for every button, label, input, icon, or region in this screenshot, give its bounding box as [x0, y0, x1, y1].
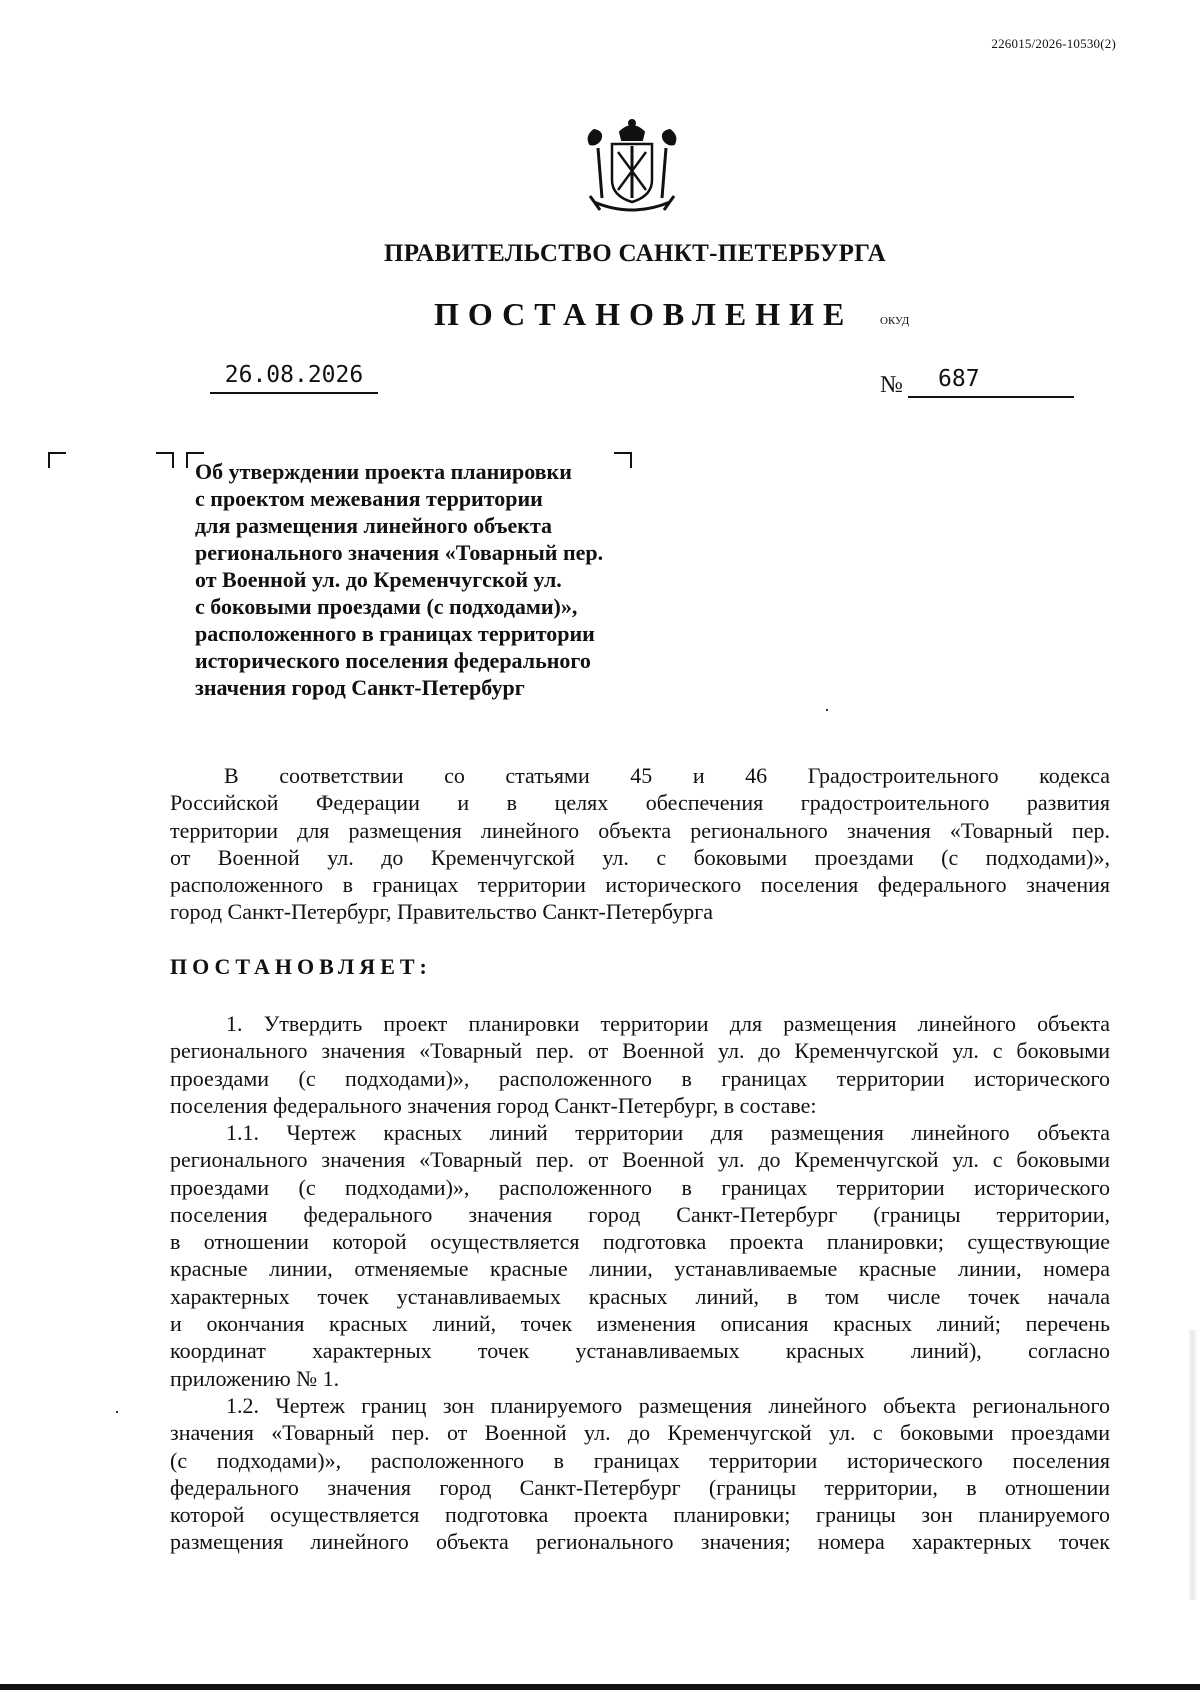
item-1-1-line: координат характерных точек устанавливаемых красных линий), согласно	[170, 1338, 1110, 1364]
item-1-1-line: красные линии, отменяемые красные линии, устанавливаемые красные линии, номера	[170, 1256, 1110, 1282]
preamble-line: расположенного в границах территории исторического поселения федерального значения	[170, 872, 1110, 898]
item-1-line: поселения федерального значения город Санкт-Петербург, в составе:	[170, 1092, 817, 1118]
item-1-1-line: регионального значения «Товарный пер. от Военной ул. до Кременчугской ул. с боковыми	[170, 1147, 1110, 1173]
document-number: 687	[908, 366, 1074, 398]
item-1-2-line: значения «Товарный пер. от Военной ул. до Кременчугской ул. с боковыми проездами	[170, 1420, 1110, 1446]
item-1-line: 1. Утвердить проект планировки территории для размещения линейного объекта	[226, 1011, 1110, 1036]
item-1-2-line: 1.2. Чертеж границ зон планируемого размещения линейного объекта регионального	[226, 1393, 1110, 1418]
document-subject	[195, 458, 655, 701]
item-1-1-line: проездами (с подходами)», расположенного в границах территории исторического	[170, 1174, 1110, 1200]
subject-line: исторического поселения федерального	[195, 648, 591, 673]
preamble-line: В соответствии со статьями 45 и 46 Градостроительного кодекса	[224, 763, 1110, 788]
margin-corner-mark	[48, 452, 66, 468]
scan-speck	[826, 709, 828, 711]
item-1-2-line: размещения линейного объекта регионального значения; номера характерных точек	[170, 1529, 1110, 1555]
subject-bracket-top-left	[156, 452, 174, 468]
okud-label: ОКУД	[880, 315, 910, 327]
scan-edge-shadow	[1188, 1330, 1198, 1600]
st-petersburg-coat-of-arms-icon	[576, 118, 688, 216]
item-1-2-line: федерального значения город Санкт-Петербург (границы территории, в отношении	[170, 1474, 1110, 1500]
subject-line: значения город Санкт-Петербург	[195, 675, 525, 700]
item-1-1-line: приложению № 1.	[170, 1365, 340, 1391]
preamble-line: от Военной ул. до Кременчугской ул. с боковыми проездами (с подходами)»,	[170, 844, 1110, 870]
item-1-1-line: в отношении которой осуществляется подготовка проекта планировки; существующие	[170, 1229, 1110, 1255]
item-1-2-paragraph	[170, 1392, 1110, 1556]
organization-name: ПРАВИТЕЛЬСТВО САНКТ-ПЕТЕРБУРГА	[383, 240, 887, 267]
item-1-paragraph	[170, 1010, 1110, 1119]
item-1-1-line: поселения федерального значения город Санкт-Петербург (границы территории,	[170, 1201, 1110, 1227]
preamble-line: Российской Федерации и в целях обеспечения градостроительного развития	[170, 790, 1110, 816]
subject-line: с проектом межевания территории	[195, 486, 543, 511]
subject-line: для размещения линейного объекта	[195, 513, 553, 538]
item-1-2-line: которой осуществляется подготовка проекта планировки; границы зон планируемого	[170, 1502, 1110, 1528]
document-date: 26.08.2026	[210, 362, 378, 394]
subject-line: Об утверждении проекта планировки	[195, 459, 572, 484]
preamble-paragraph	[170, 762, 1110, 926]
decree-heading: ПОСТАНОВЛЯЕТ:	[170, 954, 432, 979]
item-1-2-line: (с подходами)», расположенного в границах территории исторического поселения	[170, 1447, 1110, 1473]
item-1-1-line: и окончания красных линий, точек изменения описания красных линий; перечень	[170, 1311, 1110, 1337]
number-sign: №	[880, 372, 903, 398]
item-1-line: проездами (с подходами)», расположенного в границах территории исторического	[170, 1065, 1110, 1091]
scan-speck	[116, 1411, 118, 1413]
subject-line: от Военной ул. до Кременчугской ул.	[195, 567, 562, 592]
item-1-line: регионального значения «Товарный пер. от Военной ул. до Кременчугской ул. с боковыми	[170, 1038, 1110, 1064]
subject-line: с боковыми проездами (с подходами)»,	[195, 594, 578, 619]
subject-line: регионального значения «Товарный пер.	[195, 540, 604, 565]
item-1-1-paragraph	[170, 1119, 1110, 1392]
preamble-line: город Санкт-Петербург, Правительство Санкт-Петербурга	[170, 899, 714, 925]
subject-line: расположенного в границах территории	[195, 621, 595, 646]
document-type-title: ПОСТАНОВЛЕНИЕ	[434, 296, 854, 332]
document-registration-number: 226015/2026-10530(2)	[991, 36, 1116, 51]
preamble-line: территории для размещения линейного объекта регионального значения «Товарный пер.	[170, 817, 1110, 843]
item-1-1-line: характерных точек устанавливаемых красных линий, в том числе точек начала	[170, 1283, 1110, 1309]
scan-bottom-edge	[0, 1684, 1200, 1690]
item-1-1-line: 1.1. Чертеж красных линий территории для размещения линейного объекта	[226, 1120, 1110, 1145]
